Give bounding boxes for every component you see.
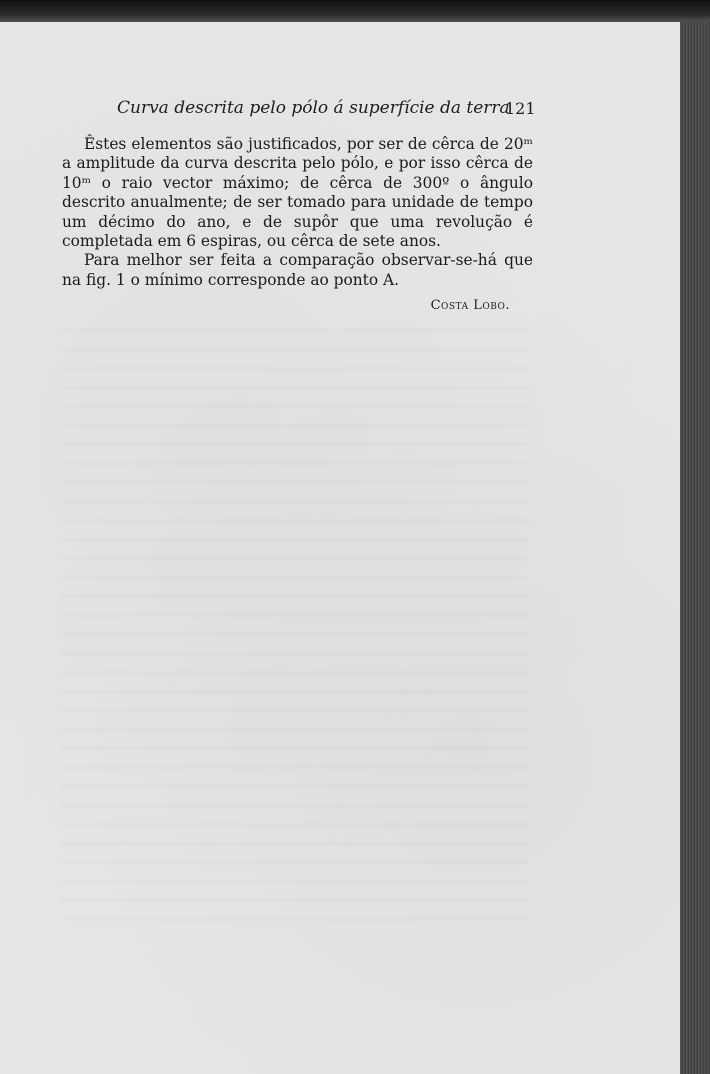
running-head: Curva descrita pelo pólo á superfície da terra [117,98,510,118]
paragraph-2: Para melhor ser feita a comparação observar-se-há que na fig. 1 o mínimo corresponde ao ponto A. [62,251,533,289]
page-stack-edge [680,22,710,1074]
book-top-edge [0,0,710,24]
paragraph-1: Êstes elementos são justificados, por ser de cêrca de 20ᵐ a amplitude da curva descrita pelo pólo, e por isso cêrca de 10ᵐ o raio vector máximo; de cêrca de 300º o ângulo descrito anualmente; de ser tomado para unidade de tempo um décimo do ano, e de supôr que uma revolução é completada em 6 espiras, ou cêrca de sete anos. [62,135,533,251]
author-signature: Costa Lobo. [430,298,510,313]
show-through-text [60,330,530,920]
body-text [62,135,533,290]
page-number: 121 [505,99,536,118]
